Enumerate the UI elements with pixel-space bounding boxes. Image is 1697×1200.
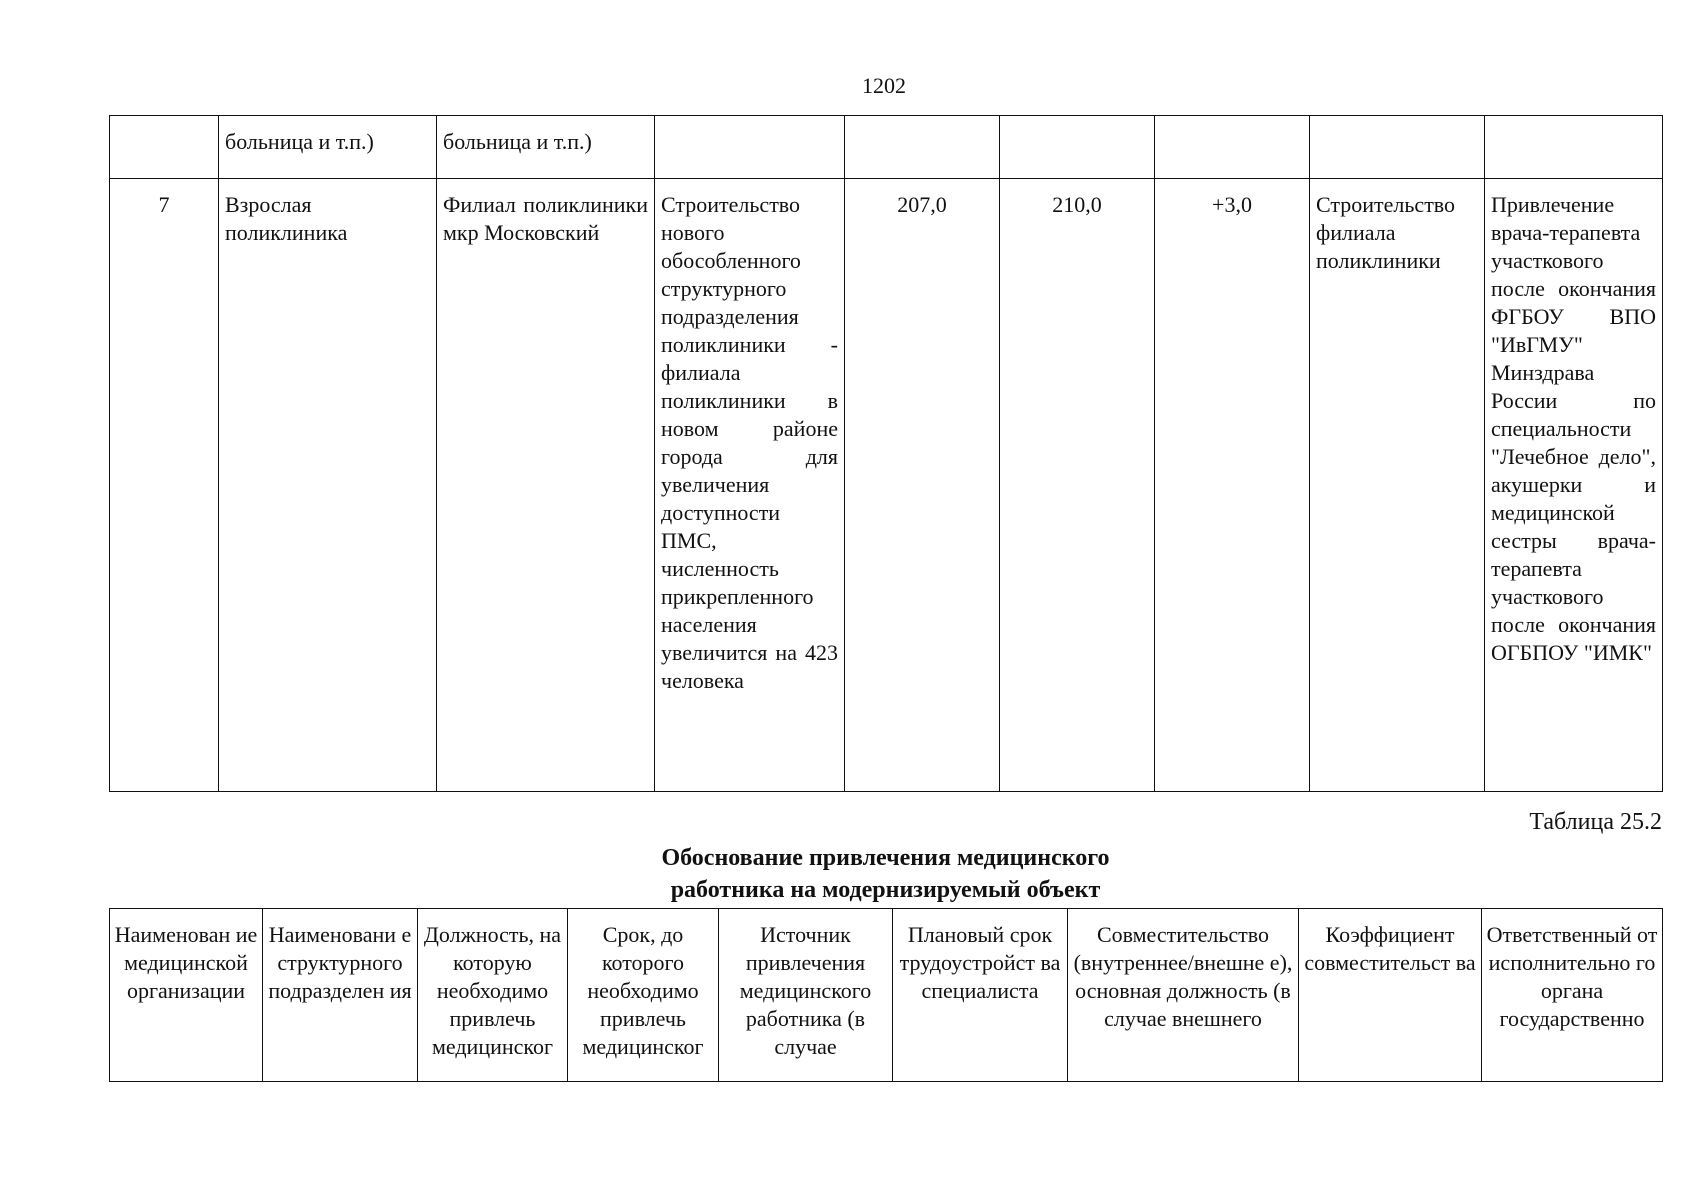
header-row [110, 909, 1663, 1082]
table-title-line: Обоснование привлечения медицинского [661, 845, 1110, 871]
column-header: Наименовани е структурного подразделен ия [263, 909, 418, 1082]
table-title-line: работника на модернизируемый объект [670, 877, 1101, 903]
column-header: Совместительство (внутреннее/внешне е), основная должность (в случае внешнего [1068, 909, 1299, 1082]
row-number: 7 [110, 179, 219, 792]
table-cell [655, 116, 845, 179]
column-header: Плановый срок трудоустройст ва специалиста [893, 909, 1068, 1082]
table-cell [1000, 116, 1155, 179]
table-cell: больница и т.п.) [219, 116, 437, 179]
reason-cell: Строительство нового обособленного структурного подразделения поликлиники - филиала поликлиники в новом районе города для увеличения доступности ПМС, численность прикрепленного населения увеличится на 423 человека [655, 179, 845, 792]
table-cell [1310, 116, 1485, 179]
table-title [109, 842, 1662, 906]
value-before-cell: 207,0 [845, 179, 1000, 792]
column-header: Должность, на которую необходимо привлечь медицинског [418, 909, 568, 1082]
table-caption: Таблица 25.2 [1529, 809, 1662, 835]
table-cell [845, 116, 1000, 179]
column-header: Источник привлечения медицинского работника (в случае [719, 909, 893, 1082]
table-cell [110, 116, 219, 179]
measure-cell: Строительство филиала поликлиники [1310, 179, 1485, 792]
justification-table [109, 908, 1663, 1082]
page-number: 1202 [862, 73, 906, 98]
value-after-cell: 210,0 [1000, 179, 1155, 792]
table-cell [1485, 116, 1663, 179]
staffing-table [109, 115, 1663, 792]
table-cell [1155, 116, 1310, 179]
column-header: Наименован ие медицинской организации [110, 909, 263, 1082]
subdivision-cell: Филиал поликлиники мкр Московский [437, 179, 655, 792]
column-header: Коэффициент совместительст ва [1299, 909, 1482, 1082]
delta-cell: +3,0 [1155, 179, 1310, 792]
table-cell: больница и т.п.) [437, 116, 655, 179]
table-row [110, 116, 1663, 179]
column-header: Срок, до которого необходимо привлечь медицинског [568, 909, 719, 1082]
table-row [110, 179, 1663, 792]
organization-cell: Взрослая поликлиника [219, 179, 437, 792]
column-header: Ответственный от исполнительно го органа государственно [1482, 909, 1663, 1082]
staff-cell: Привлечение врача-терапевта участкового после окончания ФГБОУ ВПО "ИвГМУ" Минздрава России по специальности "Лечебное дело", акушерки и медицинской сестры врача-терапевта участкового после окончания ОГБПОУ "ИМК" [1485, 179, 1663, 792]
